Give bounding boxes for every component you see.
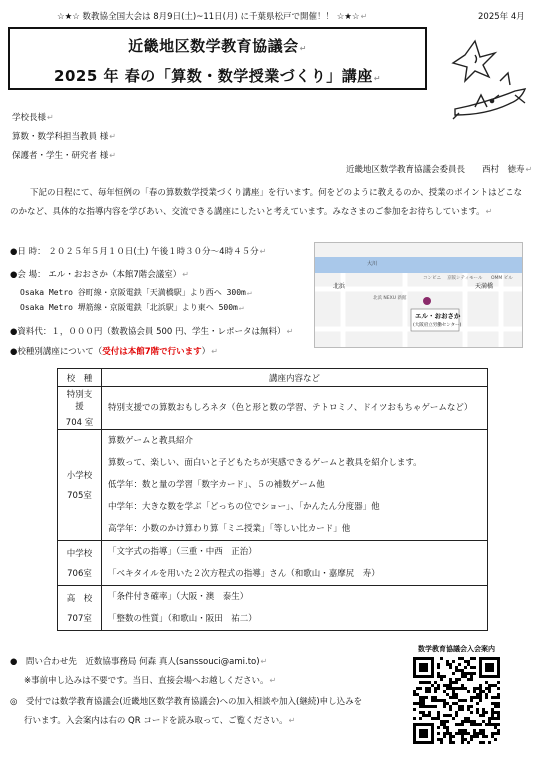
school-type-label: 特別支援 xyxy=(66,390,93,412)
content-cell xyxy=(102,586,488,631)
star-mascot-illustration xyxy=(445,37,537,131)
course-item: 「条件付き確率」（大阪・澳 泰生） xyxy=(108,592,249,602)
title-line-2: 2025 年 春の「算数・数学授業づくり」講座↵ xyxy=(54,67,381,85)
title-box xyxy=(8,27,427,90)
access-map xyxy=(314,242,523,348)
event-venue: ●会 場： エル・おおさか（本館7階会議室）↵ xyxy=(10,270,189,280)
room-label: 705室 xyxy=(67,491,92,501)
school-type-cell xyxy=(58,387,102,430)
room-label: 707室 xyxy=(67,614,92,624)
map-river-label: 大川 xyxy=(367,261,378,267)
content-cell xyxy=(102,387,488,430)
course-item: 低学年：数と量の学習「数字カード」、５の補数ゲーム他 xyxy=(108,480,325,490)
course-item: 「整数の性質」（和歌山・阪田 祐二） xyxy=(108,614,257,624)
map-store-3: OMM ビル xyxy=(491,276,513,281)
map-station-kitahama: 北浜 xyxy=(333,283,346,290)
no-application-note: ※事前申し込みは不要です。当日、直接会場へお越しください。↵ xyxy=(24,676,277,686)
access-kitahama: Osaka Metro 堺筋線・京阪電鉄「北浜駅」より東へ 500m↵ xyxy=(20,303,244,312)
course-table xyxy=(57,368,488,631)
course-item: 中学年：大きな数を学ぶ「どっちの位でショー」、「かんたん分度器」他 xyxy=(108,502,380,512)
school-type-label: 中学校 xyxy=(66,549,93,559)
addressee-principal: 学校長様↵ xyxy=(12,113,54,123)
school-type-cell xyxy=(58,541,102,586)
course-item: 高学年：小数のかけ算わり算「ミニ授業」「等しい比カード」他 xyxy=(108,524,351,534)
map-venue-name: エル・おおさか xyxy=(415,312,461,320)
top-announcement: ☆★☆ 数教協全国大会は 8月9日(土)~11日(月) に千葉県松戸で開催！！ ☆★☆↵ xyxy=(57,12,368,22)
title-line-1: 近畿地区数学教育協議会↵ xyxy=(128,37,307,55)
intro-line-2: のかなど、具体的な指導内容を学びあい、交流できる講座にしたいと考えています。みなさまのご参加をお待ちしています。↵ xyxy=(10,207,493,217)
map-station-tenmabashi: 天満橋 xyxy=(475,283,494,290)
school-type-cell xyxy=(58,586,102,631)
school-type-label: 高 校 xyxy=(66,594,93,604)
map-road-label: 北浜 NEXU 新館 xyxy=(373,296,407,301)
membership-note-1: ◎ 受付では数学教育協議会(近畿地区数学教育協議会)への加入相談や加入(継続)申し込みを xyxy=(10,697,363,707)
table-row xyxy=(58,586,488,631)
course-item: 算数って、楽しい、面白いと子どもたちが実感できるゲームと教具を紹介します。 xyxy=(108,458,422,468)
table-header-row xyxy=(58,369,488,387)
room-label: 704 室 xyxy=(65,418,94,428)
course-item: 「べキタイルを用いた２次方程式の指導」さん（和歌山・嘉摩尻 寿） xyxy=(108,569,380,579)
addressee-guardians: 保護者・学生・研究者 様↵ xyxy=(12,151,116,161)
addressee-teachers: 算数・数学科担当教員 様↵ xyxy=(12,132,116,142)
header-content: 講座内容など xyxy=(102,369,488,387)
event-date: ●日 時： ２０２５年５月１０日(土) 午後１時３０分～4時４５分↵ xyxy=(10,247,267,257)
map-store-1: コンビニ xyxy=(423,276,441,281)
access-tenmabashi: Osaka Metro 谷町線・京阪電鉄「天満橋駅」より西へ 300m↵ xyxy=(20,288,252,297)
sender-name: 近畿地区数学教育協議会委員長 西村 徳寿↵ xyxy=(346,165,533,175)
map-store-2: 京阪シティモール xyxy=(447,276,483,281)
table-row xyxy=(58,541,488,586)
membership-note-2: 行います。入会案内は右の QR コードを読み取って、ご覧ください。↵ xyxy=(24,716,296,726)
room-label: 706室 xyxy=(67,569,92,579)
contact-info: ● 問い合わせ先 近数協事務局 何森 真人(sanssouci@ami.to)↵ xyxy=(10,657,268,667)
qr-label-top: 数学教育協議会入会案内 xyxy=(418,645,495,653)
issue-date: 2025年 4月 xyxy=(478,12,525,22)
course-item: 特別支援での算数おもしろネタ（色と形と数の学習、テトロミノ、ドイツおもちゃゲームなど） xyxy=(108,403,473,413)
course-item: 「文字式の指導」（三重・中西 正治） xyxy=(108,547,257,557)
table-row xyxy=(58,430,488,541)
map-venue-sub: (大阪府立労働センター) xyxy=(413,323,462,328)
reception-note: 受付は本館7階で行います xyxy=(102,347,202,357)
membership-qr-code[interactable] xyxy=(413,657,500,744)
content-cell xyxy=(102,541,488,586)
content-cell xyxy=(102,430,488,541)
school-type-label: 小学校 xyxy=(66,471,93,481)
course-section-heading: ●校種別講座について（受付は本館7階で行います）↵ xyxy=(10,347,218,357)
header-school-type: 校 種 xyxy=(58,369,102,387)
course-item: 算数ゲームと教具紹介 xyxy=(108,436,194,446)
table-row xyxy=(58,387,488,430)
intro-line-1: 下記の日程にて、毎年恒例の「春の算数数学授業づくり講座」を行います。何をどのように教えるのか、授業のポイントはどこな xyxy=(30,188,523,198)
school-type-cell xyxy=(58,430,102,541)
event-fee: ●資料代：１，０００円（数教協会員 500 円、学生・レポータは無料）↵ xyxy=(10,327,294,337)
